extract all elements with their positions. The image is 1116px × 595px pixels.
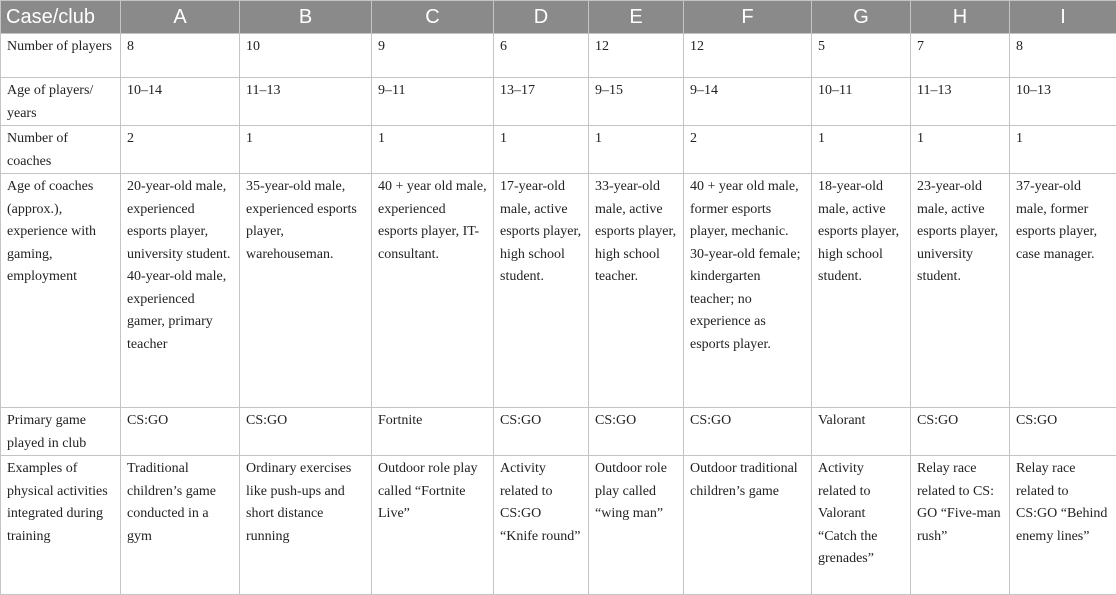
table-cell: CS:GO xyxy=(589,408,684,456)
table-cell: 1 xyxy=(812,126,911,174)
table-cell: 7 xyxy=(911,34,1010,78)
table-cell: 1 xyxy=(1010,126,1116,174)
table-cell: 10–14 xyxy=(121,78,240,126)
header-corner-cell: Case/club xyxy=(1,1,121,34)
table-cell: 35-year-old male, experienced esports player, warehouseman. xyxy=(240,174,372,408)
table-cell: 20-year-old male, experienced esports player, university student. 40-year-old male, experienced gamer, primary teacher xyxy=(121,174,240,408)
table-cell: 1 xyxy=(911,126,1010,174)
header-case-b: B xyxy=(240,1,372,34)
table-cell: 9–15 xyxy=(589,78,684,126)
table-cell: 17-year-old male, active esports player, high school student. xyxy=(494,174,589,408)
table-cell: 1 xyxy=(240,126,372,174)
table-cell: 2 xyxy=(684,126,812,174)
header-case-a: A xyxy=(121,1,240,34)
table-cell: 1 xyxy=(372,126,494,174)
table-cell: 11–13 xyxy=(911,78,1010,126)
table-cell: 8 xyxy=(1010,34,1116,78)
table-cell: 37-year-old male, former esports player, case manager. xyxy=(1010,174,1116,408)
table-cell: CS:GO xyxy=(1010,408,1116,456)
table-cell: 5 xyxy=(812,34,911,78)
table-cell: 33-year-old male, active esports player, high school teacher. xyxy=(589,174,684,408)
row-label: Number of coaches xyxy=(1,126,121,174)
table-row-age-of-players xyxy=(1,78,1116,126)
table-cell: CS:GO xyxy=(240,408,372,456)
table-cell: Ordinary exercises like push-ups and short distance running xyxy=(240,456,372,595)
table-cell: 10–13 xyxy=(1010,78,1116,126)
table-cell: Valorant xyxy=(812,408,911,456)
row-label: Age of coaches (approx.), experience with gaming, employment xyxy=(1,174,121,408)
table-cell: Outdoor role play called “wing man” xyxy=(589,456,684,595)
row-label: Number of players xyxy=(1,34,121,78)
header-row xyxy=(1,1,1116,34)
table-cell: 10 xyxy=(240,34,372,78)
table-cell: CS:GO xyxy=(684,408,812,456)
table-cell: 12 xyxy=(684,34,812,78)
table-cell: 10–11 xyxy=(812,78,911,126)
table-cell: 8 xyxy=(121,34,240,78)
table-cell: 9 xyxy=(372,34,494,78)
table-cell: 40 + year old male, former esports player, mechanic. 30-year-old female; kindergarten teacher; no experience as esports player. xyxy=(684,174,812,408)
table-cell: 11–13 xyxy=(240,78,372,126)
table-cell: 12 xyxy=(589,34,684,78)
table-cell: 13–17 xyxy=(494,78,589,126)
table-cell: Activity related to Valorant “Catch the grenades” xyxy=(812,456,911,595)
table-cell: Traditional children’s game conducted in a gym xyxy=(121,456,240,595)
table-cell: Outdoor role play called “Fortnite Live” xyxy=(372,456,494,595)
table-row-primary-game xyxy=(1,408,1116,456)
table-row-number-of-coaches xyxy=(1,126,1116,174)
row-label: Primary game played in club xyxy=(1,408,121,456)
row-label: Age of players/ years xyxy=(1,78,121,126)
table-cell: Activity related to CS:GO “Knife round” xyxy=(494,456,589,595)
table-cell: Relay race related to CS:GO “Behind enemy lines” xyxy=(1010,456,1116,595)
header-case-e: E xyxy=(589,1,684,34)
table-cell: Relay race related to CS: GO “Five-man rush” xyxy=(911,456,1010,595)
table-cell: 1 xyxy=(589,126,684,174)
table-cell: 40 + year old male, experienced esports player, IT-consultant. xyxy=(372,174,494,408)
table-cell: 2 xyxy=(121,126,240,174)
table-cell: Outdoor traditional children’s game xyxy=(684,456,812,595)
table-cell: CS:GO xyxy=(121,408,240,456)
table-cell: 6 xyxy=(494,34,589,78)
table-cell: CS:GO xyxy=(911,408,1010,456)
table-cell: 1 xyxy=(494,126,589,174)
header-case-i: I xyxy=(1010,1,1116,34)
table-cell: 9–11 xyxy=(372,78,494,126)
row-label: Examples of physical activities integrated during training xyxy=(1,456,121,595)
table-cell: 9–14 xyxy=(684,78,812,126)
table-cell: 23-year-old male, active esports player, university student. xyxy=(911,174,1010,408)
header-case-h: H xyxy=(911,1,1010,34)
header-case-d: D xyxy=(494,1,589,34)
table-cell: 18-year-old male, active esports player, high school student. xyxy=(812,174,911,408)
table-cell: Fortnite xyxy=(372,408,494,456)
table-row-age-of-coaches xyxy=(1,174,1116,408)
table-row-number-of-players xyxy=(1,34,1116,78)
header-case-f: F xyxy=(684,1,812,34)
table-row-physical-activities xyxy=(1,456,1116,595)
header-case-g: G xyxy=(812,1,911,34)
table-cell: CS:GO xyxy=(494,408,589,456)
header-case-c: C xyxy=(372,1,494,34)
